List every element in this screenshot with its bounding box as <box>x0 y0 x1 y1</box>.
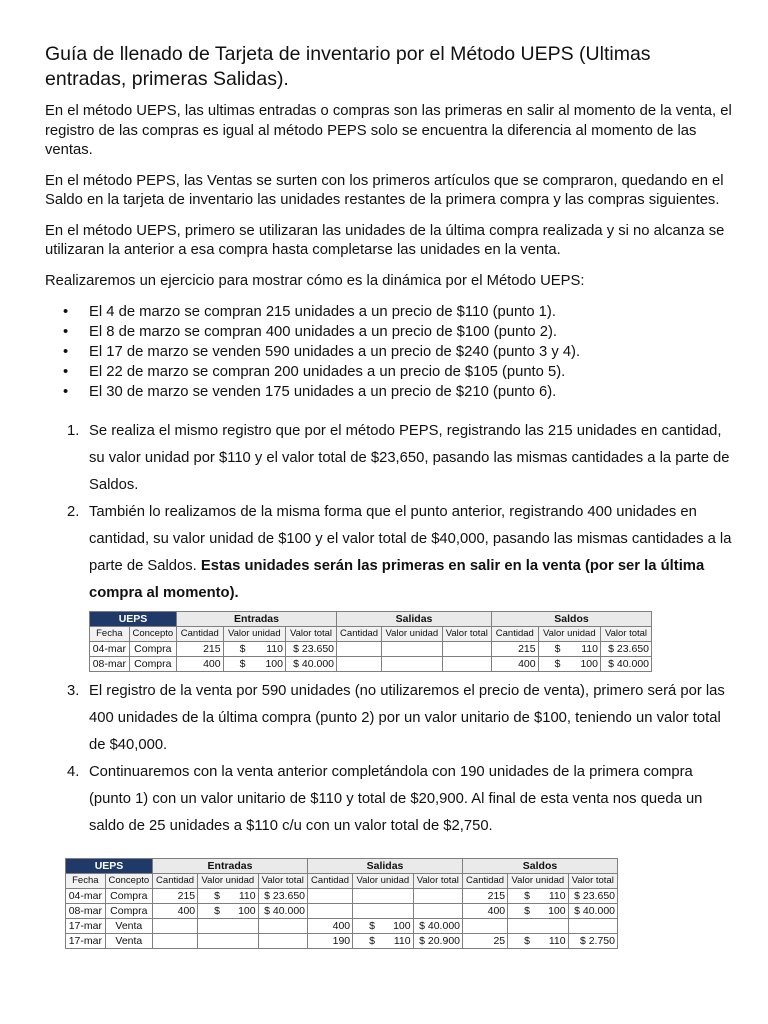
table-cell-e-cant: 400 <box>177 657 224 672</box>
table-row <box>90 657 652 672</box>
bullet-icon: • <box>63 344 69 360</box>
table-cell-sa-vt: $ 23.650 <box>601 642 652 657</box>
table-cell-sa-cant: 215 <box>492 642 539 657</box>
step-item-4: 4. Continuaremos con la venta anterior completándola con 190 unidades de la primera compra (punto 1) con un valor unitario de $110 y total de $20,900. Al final de esta venta nos queda un saldo de 25 unidades a $110 c/u con un valor total de $2,750. <box>67 764 703 834</box>
table-group-header: UEPS Entradas Salidas Saldos <box>66 859 618 874</box>
table-cell-e-vu <box>223 657 285 672</box>
step-item-1: 1. Se realiza el mismo registro que por el método PEPS, registrando las 215 unidades en cantidad, su valor unidad por $110 y el valor total de $23,650, pasando las mismas cantidades a la parte de Saldos. <box>67 423 730 493</box>
table-cell-concepto: Compra <box>105 904 152 919</box>
table-cell-e-vt <box>258 934 307 949</box>
table-cell-e-vu <box>198 904 258 919</box>
step-2-bold-note: Estas unidades serán las primeras en salir en la venta (por ser la última compra al momento). <box>89 558 705 601</box>
table-cell-s-cant <box>337 657 382 672</box>
table-cell-s-vu <box>353 934 413 949</box>
table-cell-s-vt: $ 20.900 <box>413 934 462 949</box>
cell-value: 100 <box>238 905 256 917</box>
table-cell-sa-vt <box>568 919 617 934</box>
table-cell-s-vt <box>442 642 491 657</box>
currency-symbol: $ <box>524 935 530 947</box>
currency-symbol: $ <box>239 658 246 670</box>
cell-value: 110 <box>238 890 256 902</box>
currency-symbol: $ <box>554 643 561 655</box>
table-row <box>66 919 618 934</box>
table-cell-sa-vt: $ 40.000 <box>568 904 617 919</box>
table-cell-e-vt: $ 40.000 <box>258 904 307 919</box>
table-cell-s-vu <box>353 919 413 934</box>
table-cell-concepto: Compra <box>129 657 176 672</box>
table-cell-sa-vu <box>508 904 568 919</box>
step-item-2: 2. También lo realizamos de la misma forma que el punto anterior, registrando 400 unidades en cantidad, su valor unidad de $100 y el valor total de $40,000, pasando las mismas cantidades a la parte de Saldos. Estas unidades serán las primeras en salir en la venta (por ser la última compra al momento). <box>67 504 732 601</box>
list-item: • El 8 de marzo se compran 400 unidades a un precio de $100 (punto 2). <box>63 324 558 340</box>
list-item: • El 4 de marzo se compran 215 unidades a un precio de $110 (punto 1). <box>63 304 556 320</box>
table-cell-sa-cant: 400 <box>492 657 539 672</box>
table-cell-concepto: Compra <box>129 642 176 657</box>
table-cell-e-cant <box>153 919 198 934</box>
table-cell-s-vt <box>413 889 462 904</box>
cell-value: 100 <box>580 658 598 670</box>
table-row <box>66 904 618 919</box>
table-row <box>66 889 618 904</box>
table-cell-concepto: Venta <box>105 919 152 934</box>
table-cell-e-vt <box>258 919 307 934</box>
currency-symbol: $ <box>554 658 561 670</box>
table-column-header: Fecha Concepto Cantidad Valor unidad Valor total Cantidad Valor unidad Valor total Cantidad Valor unidad Valor total <box>66 874 618 889</box>
table-cell-fecha: 04-mar <box>90 642 130 657</box>
table-row <box>90 642 652 657</box>
table-cell-fecha: 17-mar <box>66 934 106 949</box>
bullet-icon: • <box>63 324 69 340</box>
table-cell-s-cant: 190 <box>308 934 353 949</box>
cell-value: 110 <box>581 643 598 655</box>
table-cell-s-cant <box>308 904 353 919</box>
steps-list <box>45 418 735 607</box>
currency-symbol: $ <box>369 920 375 932</box>
document-page <box>45 42 735 955</box>
intro-paragraph-3: En el método UEPS, primero se utilizaran las unidades de la última compra realizada y si no alcanza se utilizaran la anterior a esa compra hasta completarse las unidades en la venta. <box>45 222 725 258</box>
list-item: • El 17 de marzo se venden 590 unidades a un precio de $240 (punto 3 y 4). <box>63 344 581 360</box>
document-title: Guía de llenado de Tarjeta de inventario por el Método UEPS (Ultimas entradas, primeras Salidas). <box>45 43 651 90</box>
table-column-header: Fecha Concepto Cantidad Valor unidad Valor total Cantidad Valor unidad Valor total Cantidad Valor unidad Valor total <box>90 627 652 642</box>
cell-value: 100 <box>265 658 283 670</box>
intro-paragraph-4: Realizaremos un ejercicio para mostrar cómo es la dinámica por el Método UEPS: <box>45 272 585 289</box>
steps-list-continued <box>45 678 735 840</box>
table-cell-s-vu <box>353 904 413 919</box>
table-cell-sa-cant <box>463 919 508 934</box>
table-cell-s-vt <box>442 657 491 672</box>
table-cell-sa-vt: $ 2.750 <box>568 934 617 949</box>
currency-symbol: $ <box>369 935 375 947</box>
table-cell-sa-vu <box>508 934 568 949</box>
table-cell-sa-vt: $ 40.000 <box>601 657 652 672</box>
cell-value: 110 <box>266 643 283 655</box>
table-cell-e-vt: $ 23.650 <box>258 889 307 904</box>
table-cell-sa-cant: 400 <box>463 904 508 919</box>
table-cell-e-vu <box>198 889 258 904</box>
table-cell-fecha: 08-mar <box>66 904 106 919</box>
table-cell-s-cant: 400 <box>308 919 353 934</box>
table-cell-s-cant <box>337 642 382 657</box>
currency-symbol: $ <box>214 890 220 902</box>
table-cell-sa-vu <box>538 642 600 657</box>
currency-symbol: $ <box>524 890 530 902</box>
cell-value: 110 <box>548 890 566 902</box>
purchase-sale-list <box>45 302 735 402</box>
table-cell-sa-vu <box>538 657 600 672</box>
table-cell-s-vt: $ 40.000 <box>413 919 462 934</box>
table-cell-e-vu <box>198 919 258 934</box>
inventory-card-table-2 <box>65 858 618 949</box>
table-cell-s-cant <box>308 889 353 904</box>
bullet-icon: • <box>63 304 69 320</box>
cell-value: 110 <box>548 935 566 947</box>
table-cell-e-vt: $ 40.000 <box>286 657 337 672</box>
table-cell-sa-cant: 215 <box>463 889 508 904</box>
bullet-icon: • <box>63 384 69 400</box>
currency-symbol: $ <box>239 643 246 655</box>
table-cell-e-vu <box>223 642 285 657</box>
table-cell-fecha: 08-mar <box>90 657 130 672</box>
intro-paragraph-2: En el método PEPS, las Ventas se surten con los primeros artículos que se compraron, quedando en el Saldo en la tarjeta de inventario las unidades restantes de la primera compra y las compras siguientes. <box>45 172 724 208</box>
table-cell-e-vt: $ 23.650 <box>286 642 337 657</box>
table-cell-e-cant: 215 <box>177 642 224 657</box>
table-cell-e-vu <box>198 934 258 949</box>
table-group-header: UEPS Entradas Salidas Saldos <box>90 612 652 627</box>
cell-value: 100 <box>548 905 566 917</box>
table-row <box>66 934 618 949</box>
table-cell-sa-cant: 25 <box>463 934 508 949</box>
currency-symbol: $ <box>524 905 530 917</box>
table-cell-e-cant: 400 <box>153 904 198 919</box>
table-cell-s-vu <box>353 889 413 904</box>
table-cell-e-cant <box>153 934 198 949</box>
table-cell-sa-vt: $ 23.650 <box>568 889 617 904</box>
step-item-3: 3. El registro de la venta por 590 unidades (no utilizaremos el precio de venta), primero será por las 400 unidades de la última compra (punto 2) por un valor unitario de $100, teniendo un valor total de $40,000. <box>67 683 725 753</box>
table-cell-fecha: 17-mar <box>66 919 106 934</box>
table-cell-s-vu <box>382 642 442 657</box>
inventory-card-table-1 <box>89 611 652 672</box>
table-cell-fecha: 04-mar <box>66 889 106 904</box>
table-cell-e-cant: 215 <box>153 889 198 904</box>
cell-value: 110 <box>393 935 411 947</box>
table-cell-s-vt <box>413 904 462 919</box>
table-cell-sa-vu <box>508 889 568 904</box>
intro-paragraph-1: En el método UEPS, las ultimas entradas o compras son las primeras en salir al momento de la venta, el registro de las compras es igual al método PEPS solo se encuentra la diferencia al momento de las ventas. <box>45 103 732 158</box>
table-cell-concepto: Compra <box>105 889 152 904</box>
currency-symbol: $ <box>214 905 220 917</box>
table-cell-sa-vu <box>508 919 568 934</box>
cell-value: 100 <box>393 920 411 932</box>
list-item: • El 22 de marzo se compran 200 unidades a un precio de $105 (punto 5). <box>63 364 566 380</box>
table-cell-concepto: Venta <box>105 934 152 949</box>
list-item: • El 30 de marzo se venden 175 unidades a un precio de $210 (punto 6). <box>63 384 557 400</box>
table-cell-s-vu <box>382 657 442 672</box>
bullet-icon: • <box>63 364 69 380</box>
